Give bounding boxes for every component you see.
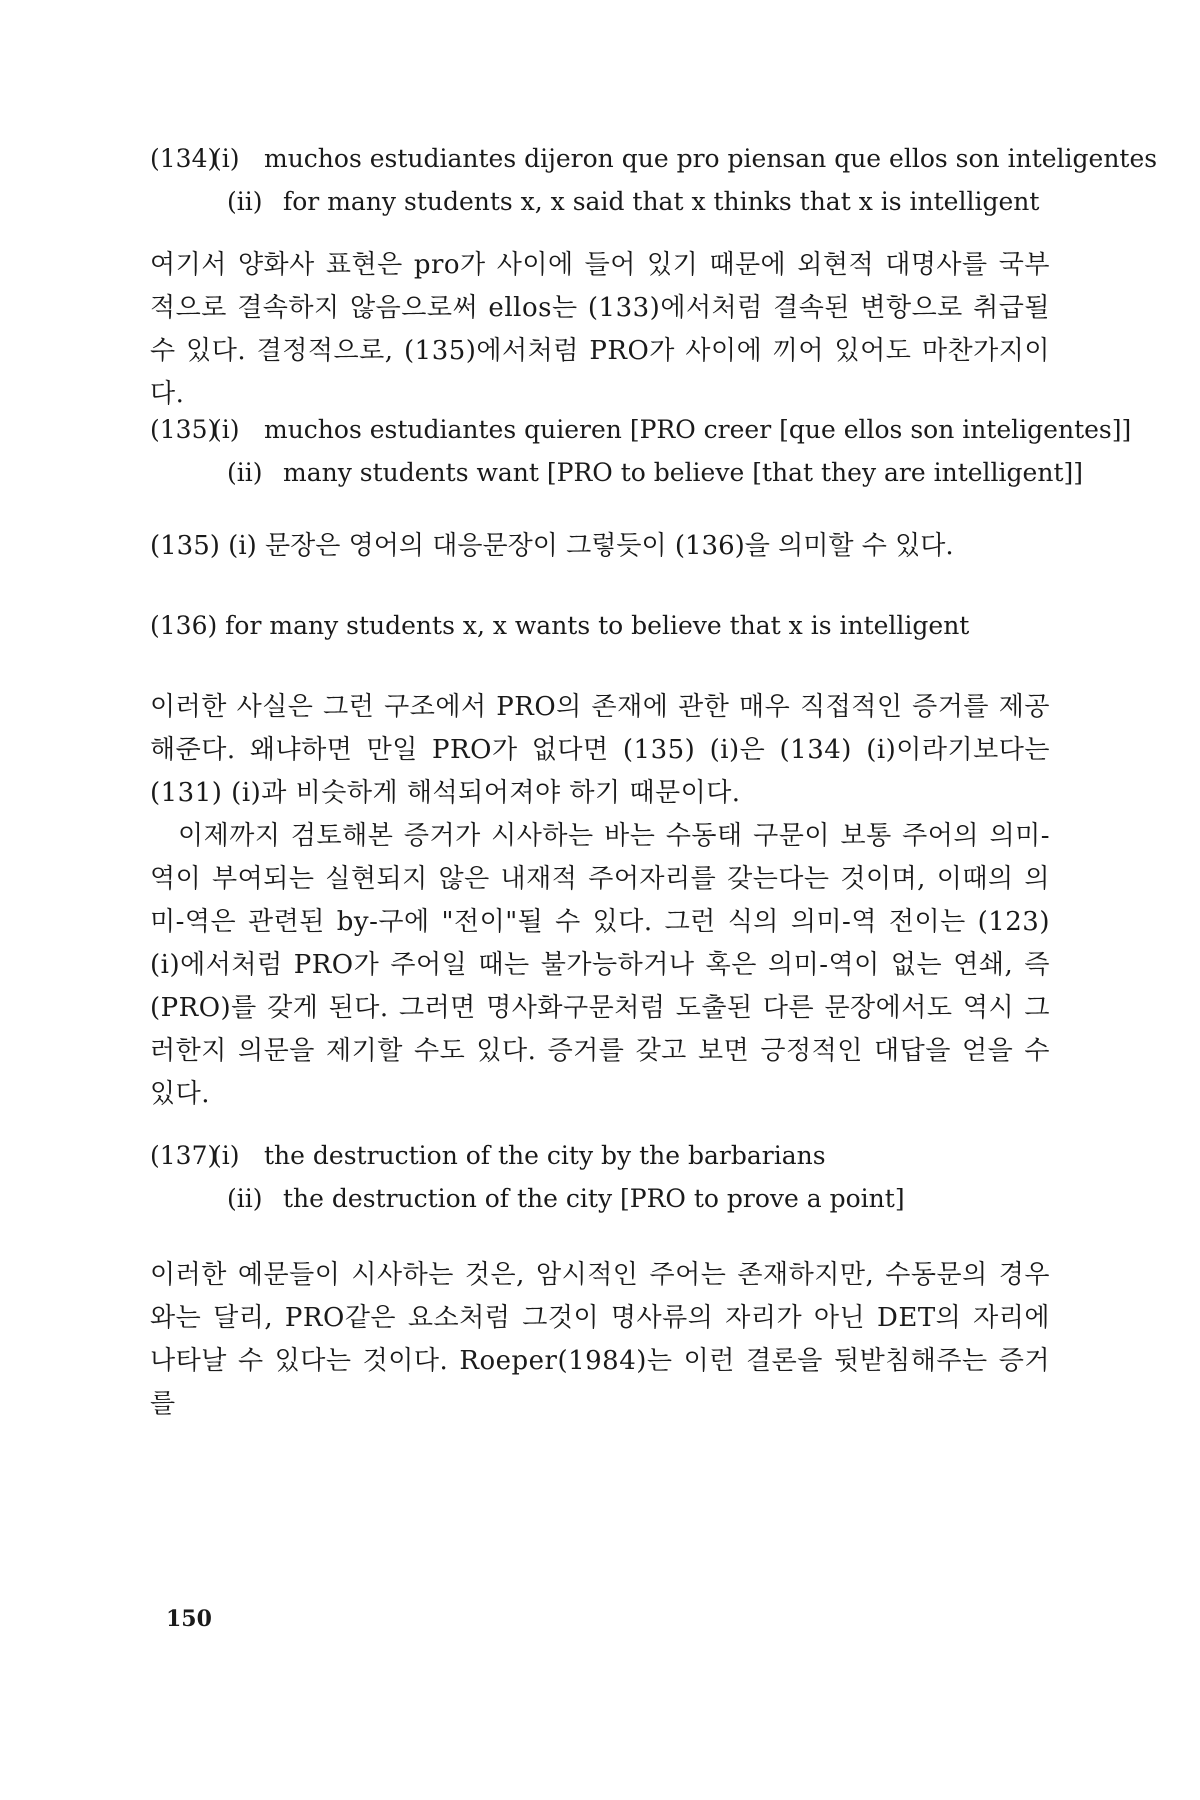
example-sublabel: (i) [212, 1141, 240, 1170]
example-134-line-i [150, 137, 1158, 180]
example-text: for many students x, x said that x thinks that x is intelligent [283, 187, 1040, 216]
example-text: muchos estudiantes dijeron que pro piensan que ellos son inteligentes [264, 144, 1158, 173]
example-136: (136) for many students x, x wants to believe that x is intelligent [150, 611, 970, 640]
example-sublabel: (ii) [227, 187, 263, 216]
example-sublabel: (i) [212, 144, 240, 173]
example-137-line-ii [227, 1177, 1090, 1220]
example-number: (135) [150, 415, 218, 444]
page-number: 150 [166, 1606, 212, 1632]
example-number: (134) [150, 144, 218, 173]
paragraph-3 [150, 815, 1050, 1116]
example-text: muchos estudiantes quieren [PRO creer [que ellos son inteligentes]] [264, 415, 1132, 444]
example-135-line-ii [227, 451, 1090, 494]
example-text: many students want [PRO to believe [that they are intelligent]] [283, 458, 1083, 487]
paragraph-text: 여기서 양화사 표현은 pro가 사이에 들어 있기 때문에 외현적 대명사를 국부적으로 결속하지 않음으로써 ellos는 (133)에서처럼 결속된 변항으로 취급될 수 있다. 결정적으로, (135)에서처럼 PRO가 사이에 끼어 있어도 마찬가지이다. [150, 250, 1050, 409]
example-sublabel: (ii) [227, 458, 263, 487]
example-text: the destruction of the city [PRO to prove a point] [283, 1184, 905, 1213]
paragraph-1 [150, 244, 1050, 416]
example-137 [150, 1134, 1090, 1220]
note-135: (135) (i) 문장은 영어의 대응문장이 그렇듯이 (136)을 의미할 수 있다. [150, 531, 954, 561]
example-135 [150, 408, 1132, 494]
paragraph-text: 이러한 사실은 그런 구조에서 PRO의 존재에 관한 매우 직접적인 증거를 제공해준다. 왜냐하면 만일 PRO가 없다면 (135) (i)은 (134) (i)이라기보다는 (131) (i)과 비슷하게 해석되어져야 하기 때문이다. [150, 692, 1050, 808]
example-sublabel: (i) [212, 415, 240, 444]
example-137-line-i [150, 1134, 1090, 1177]
paragraph-text: 이러한 예문들이 시사하는 것은, 암시적인 주어는 존재하지만, 수동문의 경우와는 달리, PRO같은 요소처럼 그것이 명사류의 자리가 아닌 DET의 자리에 나타날 수 있다는 것이다. Roeper(1984)는 이런 결론을 뒷받침해주는 증거를 [150, 1260, 1050, 1419]
example-135-line-i [150, 408, 1132, 451]
paragraph-text: 이제까지 검토해본 증거가 시사하는 바는 수동태 구문이 보통 주어의 의미-역이 부여되는 실현되지 않은 내재적 주어자리를 갖는다는 것이며, 이때의 의미-역은 관련된 by-구에 "전이"될 수 있다. 그런 식의 의미-역 전이는 (123) (i)에서처럼 PRO가 주어일 때는 불가능하거나 혹은 의미-역이 없는 연쇄, 즉 (PRO)를 갖게 된다. 그러면 명사화구문처럼 도출된 다른 문장에서도 역시 그러한지 의문을 제기할 수도 있다. 증거를 갖고 보면 긍정적인 대답을 얻을 수 있다. [150, 821, 1050, 1109]
paragraph-2 [150, 686, 1050, 815]
paragraph-4 [150, 1254, 1050, 1426]
example-text: the destruction of the city by the barbarians [264, 1141, 826, 1170]
example-number: (137) [150, 1141, 218, 1170]
example-134-line-ii [227, 180, 1090, 223]
example-sublabel: (ii) [227, 1184, 263, 1213]
example-134 [150, 137, 1158, 223]
